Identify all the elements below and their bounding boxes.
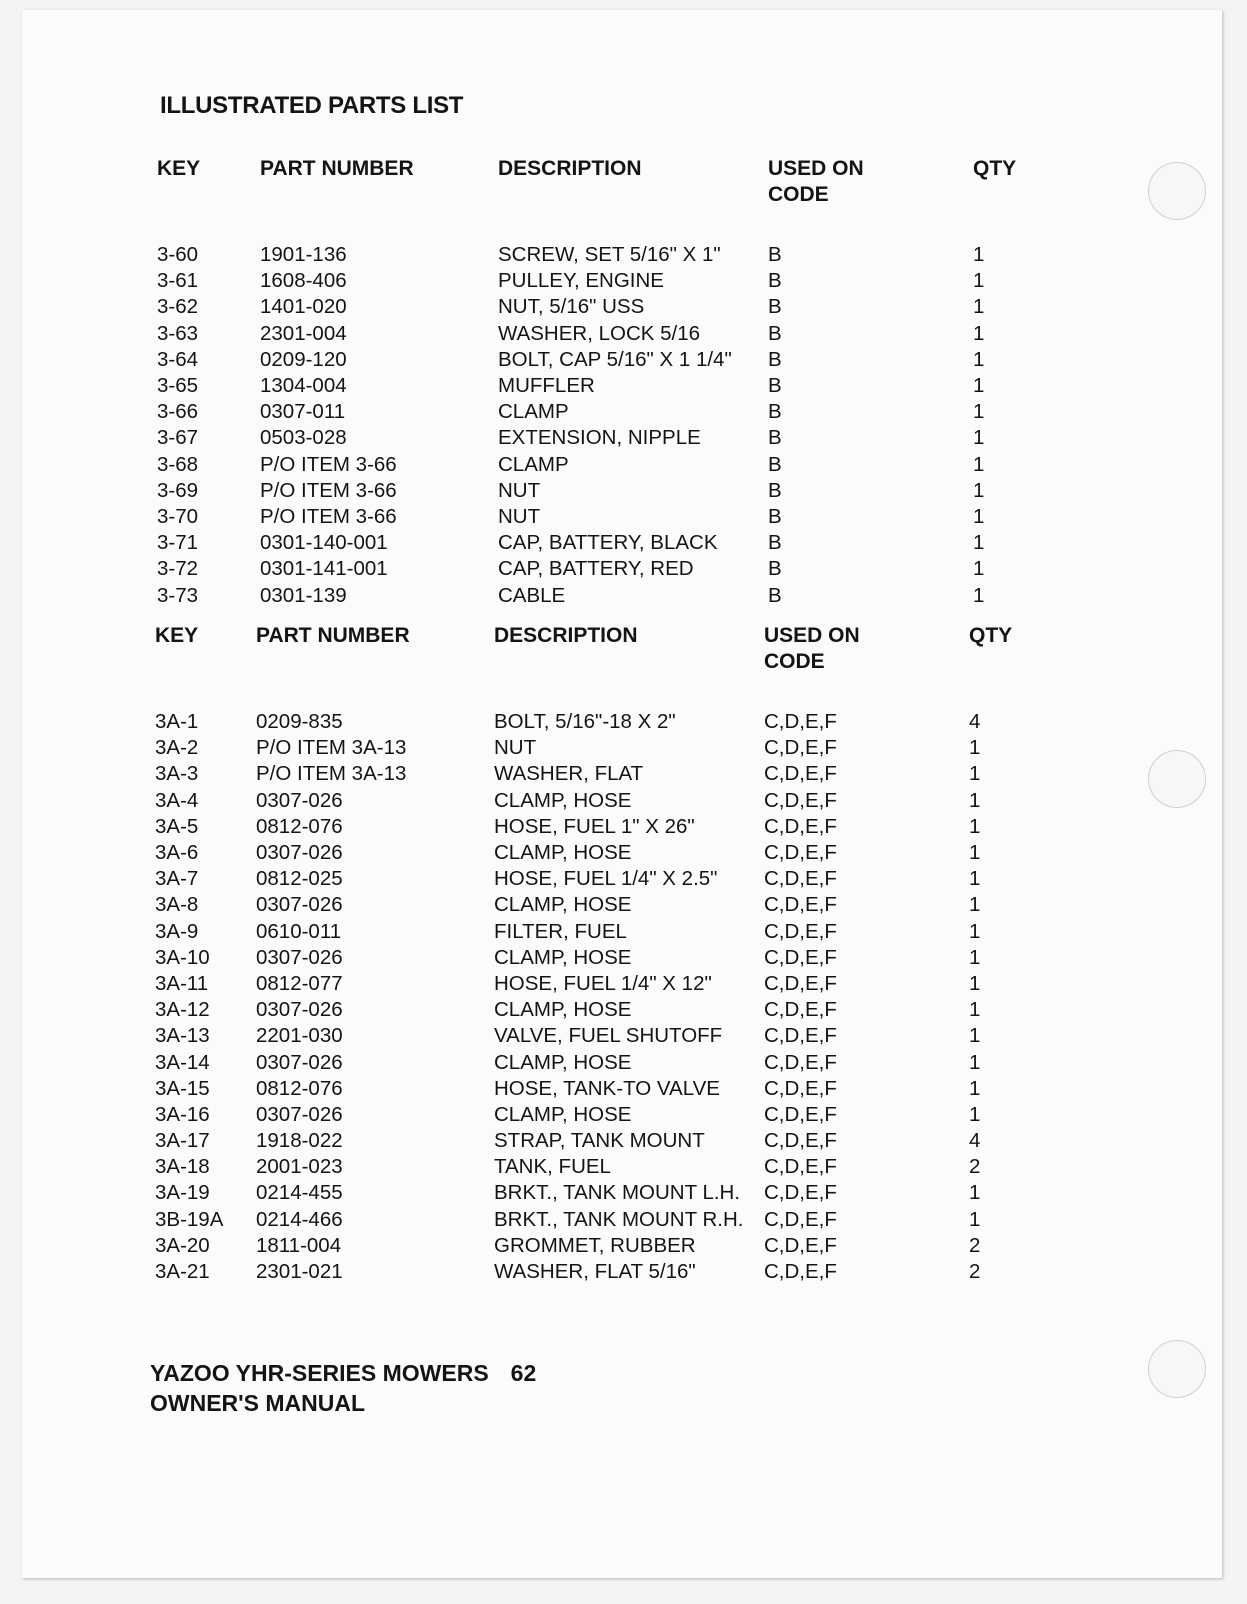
page-footer <box>150 1358 536 1418</box>
cell-qty: 1 <box>969 971 981 995</box>
cell-key: 3A-17 <box>155 1129 210 1153</box>
cell-key: 3-65 <box>157 374 199 398</box>
cell-description: CLAMP, HOSE <box>494 841 632 865</box>
table-row <box>157 294 1023 320</box>
cell-used-on-code: C,D,E,F <box>764 710 837 734</box>
cell-part-number: 0301-140-001 <box>260 531 388 555</box>
cell-key: 3B-19A <box>155 1207 224 1231</box>
cell-description: NUT <box>494 736 537 760</box>
cell-description: HOSE, FUEL 1/4" X 12" <box>494 971 712 995</box>
footer-line-2: OWNER'S MANUAL <box>150 1390 366 1416</box>
cell-description: CLAMP, HOSE <box>494 1050 632 1074</box>
cell-part-number: 1918-022 <box>256 1129 343 1153</box>
cell-part-number: 0812-025 <box>256 867 343 891</box>
cell-description: CLAMP, HOSE <box>494 788 632 812</box>
cell-part-number: P/O ITEM 3A-13 <box>256 736 407 760</box>
cell-key: 3-70 <box>157 504 199 528</box>
cell-description: CLAMP, HOSE <box>494 1102 632 1126</box>
table-row <box>155 1180 1019 1206</box>
cell-part-number: 0307-026 <box>256 893 343 917</box>
cell-description: BOLT, CAP 5/16" X 1 1/4" <box>498 347 732 371</box>
cell-key: 3A-7 <box>155 867 199 891</box>
cell-description: CAP, BATTERY, RED <box>498 557 694 581</box>
cell-part-number: P/O ITEM 3-66 <box>260 504 397 528</box>
cell-description: PULLEY, ENGINE <box>498 269 664 293</box>
cell-description: MUFFLER <box>498 374 595 398</box>
cell-qty: 1 <box>973 347 985 371</box>
cell-qty: 1 <box>973 374 985 398</box>
cell-qty: 1 <box>969 998 981 1022</box>
cell-qty: 1 <box>973 321 985 345</box>
cell-key: 3-64 <box>157 347 199 371</box>
cell-qty: 1 <box>973 557 985 581</box>
table-row <box>155 1049 1019 1075</box>
cell-part-number: 2301-021 <box>256 1260 343 1284</box>
cell-used-on-code: B <box>768 504 782 528</box>
cell-description: CLAMP, HOSE <box>494 945 632 969</box>
table-header-row <box>157 156 1023 208</box>
cell-used-on-code: C,D,E,F <box>764 841 837 865</box>
cell-description: BRKT., TANK MOUNT R.H. <box>494 1207 744 1231</box>
cell-description: HOSE, TANK-TO VALVE <box>494 1076 720 1100</box>
table-row <box>155 788 1019 814</box>
cell-key: 3-63 <box>157 321 199 345</box>
cell-key: 3A-11 <box>155 971 209 995</box>
cell-description: STRAP, TANK MOUNT <box>494 1129 705 1153</box>
cell-qty: 1 <box>969 1207 981 1231</box>
table-row <box>157 399 1023 425</box>
cell-key: 3-71 <box>157 531 199 555</box>
cell-used-on-code: B <box>768 452 782 476</box>
cell-part-number: 0209-120 <box>260 347 347 371</box>
cell-used-on-code: B <box>768 583 782 607</box>
cell-qty: 1 <box>969 788 981 812</box>
cell-used-on-code: C,D,E,F <box>764 1076 837 1100</box>
cell-description: NUT, 5/16" USS <box>498 295 645 319</box>
cell-qty: 1 <box>969 1181 981 1205</box>
cell-qty: 1 <box>969 814 981 838</box>
cell-key: 3A-6 <box>155 841 199 865</box>
cell-used-on-code: B <box>768 531 782 555</box>
cell-key: 3A-1 <box>155 710 199 734</box>
footer-manual-title: YAZOO YHR-SERIES MOWERS <box>150 1360 489 1386</box>
cell-used-on-code: C,D,E,F <box>764 893 837 917</box>
cell-part-number: P/O ITEM 3-66 <box>260 452 397 476</box>
cell-qty: 1 <box>973 478 985 502</box>
cell-key: 3A-9 <box>155 919 199 943</box>
cell-key: 3-72 <box>157 557 199 581</box>
cell-used-on-code: C,D,E,F <box>764 1155 837 1179</box>
table-row <box>155 840 1019 866</box>
table-row <box>155 997 1019 1023</box>
table-row <box>157 452 1023 478</box>
cell-used-on-code: B <box>768 321 782 345</box>
cell-part-number: 0214-466 <box>256 1207 343 1231</box>
cell-key: 3A-8 <box>155 893 199 917</box>
cell-description: CABLE <box>498 583 566 607</box>
cell-qty: 1 <box>969 919 981 943</box>
parts-table-fuel <box>155 623 1019 1285</box>
cell-used-on-code: B <box>768 269 782 293</box>
cell-qty: 1 <box>973 452 985 476</box>
cell-qty: 1 <box>969 762 981 786</box>
header-description: DESCRIPTION <box>498 157 642 180</box>
table-row <box>155 1076 1019 1102</box>
cell-part-number: 0307-026 <box>256 788 343 812</box>
header-key: KEY <box>157 157 201 180</box>
header-used-on-code <box>768 156 973 208</box>
header-part-number: PART NUMBER <box>256 624 410 647</box>
header-part-number: PART NUMBER <box>260 157 414 180</box>
page-number: 62 <box>510 1360 537 1386</box>
table-row <box>155 1233 1019 1259</box>
table-row <box>155 1128 1019 1154</box>
cell-qty: 4 <box>969 1129 981 1153</box>
cell-description: CLAMP <box>498 400 569 424</box>
cell-used-on-code: B <box>768 374 782 398</box>
header-description: DESCRIPTION <box>494 624 638 647</box>
cell-part-number: 0307-026 <box>256 945 343 969</box>
cell-qty: 1 <box>969 893 981 917</box>
cell-key: 3A-14 <box>155 1050 210 1074</box>
cell-key: 3-61 <box>157 269 199 293</box>
table-row <box>155 945 1019 971</box>
cell-used-on-code: C,D,E,F <box>764 762 837 786</box>
cell-used-on-code: B <box>768 243 782 267</box>
cell-qty: 1 <box>969 1102 981 1126</box>
cell-description: TANK, FUEL <box>494 1155 611 1179</box>
cell-part-number: 1401-020 <box>260 295 347 319</box>
cell-qty: 1 <box>973 531 985 555</box>
cell-used-on-code: C,D,E,F <box>764 736 837 760</box>
cell-part-number: 0214-455 <box>256 1181 343 1205</box>
table-row <box>157 556 1023 582</box>
cell-key: 3-62 <box>157 295 199 319</box>
cell-part-number: 0209-835 <box>256 710 343 734</box>
table-row <box>155 919 1019 945</box>
cell-description: WASHER, FLAT 5/16" <box>494 1260 696 1284</box>
cell-qty: 1 <box>973 295 985 319</box>
cell-description: CLAMP, HOSE <box>494 893 632 917</box>
cell-used-on-code: C,D,E,F <box>764 867 837 891</box>
cell-description: WASHER, FLAT <box>494 762 644 786</box>
cell-key: 3A-13 <box>155 1024 210 1048</box>
table-header-row <box>155 623 1019 675</box>
cell-qty: 2 <box>969 1260 981 1284</box>
cell-key: 3A-21 <box>155 1260 210 1284</box>
cell-part-number: 0301-139 <box>260 583 347 607</box>
table-row <box>155 814 1019 840</box>
cell-description: HOSE, FUEL 1" X 26" <box>494 814 695 838</box>
header-qty: QTY <box>969 624 1013 647</box>
cell-used-on-code: B <box>768 347 782 371</box>
cell-part-number: 0301-141-001 <box>260 557 388 581</box>
parts-table-engine <box>157 156 1023 609</box>
cell-used-on-code: B <box>768 426 782 450</box>
table-row <box>157 582 1023 608</box>
cell-part-number: 2001-023 <box>256 1155 343 1179</box>
cell-key: 3A-16 <box>155 1102 210 1126</box>
cell-description: CLAMP, HOSE <box>494 998 632 1022</box>
cell-part-number: 0307-026 <box>256 998 343 1022</box>
cell-part-number: 0503-028 <box>260 426 347 450</box>
cell-description: HOSE, FUEL 1/4" X 2.5" <box>494 867 718 891</box>
cell-key: 3A-20 <box>155 1233 210 1257</box>
cell-part-number: 2301-004 <box>260 321 347 345</box>
binder-hole-middle <box>1148 750 1206 808</box>
cell-qty: 1 <box>973 243 985 267</box>
cell-key: 3-69 <box>157 478 199 502</box>
cell-part-number: 1608-406 <box>260 269 347 293</box>
cell-description: CLAMP <box>498 452 569 476</box>
cell-used-on-code: B <box>768 400 782 424</box>
table-row <box>155 971 1019 997</box>
cell-used-on-code: C,D,E,F <box>764 971 837 995</box>
table-row <box>155 709 1019 735</box>
cell-key: 3A-12 <box>155 998 210 1022</box>
table-row <box>157 530 1023 556</box>
cell-part-number: 1901-136 <box>260 243 347 267</box>
table-row <box>155 892 1019 918</box>
cell-qty: 1 <box>969 867 981 891</box>
cell-qty: 2 <box>969 1233 981 1257</box>
cell-part-number: 1304-004 <box>260 374 347 398</box>
cell-key: 3-66 <box>157 400 199 424</box>
table-row <box>157 373 1023 399</box>
cell-part-number: 1811-004 <box>256 1233 342 1257</box>
cell-qty: 2 <box>969 1155 981 1179</box>
cell-part-number: 0307-026 <box>256 841 343 865</box>
header-qty: QTY <box>973 157 1017 180</box>
cell-part-number: 0307-026 <box>256 1050 343 1074</box>
cell-key: 3A-2 <box>155 736 199 760</box>
cell-key: 3A-10 <box>155 945 210 969</box>
cell-key: 3-73 <box>157 583 199 607</box>
table-row <box>155 1154 1019 1180</box>
cell-key: 3A-15 <box>155 1076 210 1100</box>
table-row <box>157 478 1023 504</box>
table-row <box>155 1102 1019 1128</box>
cell-part-number: 0812-076 <box>256 1076 343 1100</box>
cell-qty: 1 <box>969 841 981 865</box>
cell-description: EXTENSION, NIPPLE <box>498 426 701 450</box>
cell-qty: 1 <box>973 583 985 607</box>
cell-description: BOLT, 5/16"-18 X 2" <box>494 710 676 734</box>
cell-qty: 4 <box>969 710 981 734</box>
binder-hole-bottom <box>1148 1340 1206 1398</box>
cell-qty: 1 <box>969 1024 981 1048</box>
cell-description: VALVE, FUEL SHUTOFF <box>494 1024 723 1048</box>
cell-used-on-code: B <box>768 295 782 319</box>
header-used-on-code-text: USED ON CODE <box>768 157 864 206</box>
cell-description: BRKT., TANK MOUNT L.H. <box>494 1181 741 1205</box>
cell-description: CAP, BATTERY, BLACK <box>498 531 718 555</box>
cell-qty: 1 <box>969 1050 981 1074</box>
footer-line-1 <box>150 1358 536 1388</box>
cell-part-number: P/O ITEM 3A-13 <box>256 762 407 786</box>
cell-used-on-code: C,D,E,F <box>764 1233 837 1257</box>
cell-qty: 1 <box>969 945 981 969</box>
cell-part-number: P/O ITEM 3-66 <box>260 478 397 502</box>
table-row <box>155 1259 1019 1285</box>
header-used-on-code <box>764 623 969 675</box>
table-row <box>157 242 1023 268</box>
cell-part-number: 0610-011 <box>256 919 342 943</box>
cell-key: 3A-3 <box>155 762 199 786</box>
cell-part-number: 0307-026 <box>256 1102 343 1126</box>
cell-used-on-code: B <box>768 557 782 581</box>
table-row <box>155 761 1019 787</box>
cell-key: 3A-18 <box>155 1155 210 1179</box>
cell-description: NUT <box>498 504 541 528</box>
cell-used-on-code: C,D,E,F <box>764 1024 837 1048</box>
cell-key: 3-68 <box>157 452 199 476</box>
cell-used-on-code: B <box>768 478 782 502</box>
table-row <box>155 735 1019 761</box>
cell-used-on-code: C,D,E,F <box>764 1050 837 1074</box>
cell-used-on-code: C,D,E,F <box>764 788 837 812</box>
cell-used-on-code: C,D,E,F <box>764 814 837 838</box>
cell-used-on-code: C,D,E,F <box>764 1260 837 1284</box>
cell-used-on-code: C,D,E,F <box>764 1129 837 1153</box>
cell-used-on-code: C,D,E,F <box>764 1181 837 1205</box>
cell-key: 3A-4 <box>155 788 199 812</box>
cell-used-on-code: C,D,E,F <box>764 919 837 943</box>
cell-used-on-code: C,D,E,F <box>764 945 837 969</box>
cell-used-on-code: C,D,E,F <box>764 1102 837 1126</box>
cell-qty: 1 <box>973 400 985 424</box>
cell-description: NUT <box>498 478 541 502</box>
cell-key: 3-67 <box>157 426 199 450</box>
cell-part-number: 2201-030 <box>256 1024 343 1048</box>
table-row <box>157 321 1023 347</box>
header-key: KEY <box>155 624 199 647</box>
cell-qty: 1 <box>969 736 981 760</box>
cell-part-number: 0812-076 <box>256 814 343 838</box>
cell-qty: 1 <box>973 504 985 528</box>
table-row <box>155 866 1019 892</box>
header-used-on-code-text: USED ON CODE <box>764 624 860 673</box>
cell-key: 3A-19 <box>155 1181 210 1205</box>
cell-description: WASHER, LOCK 5/16 <box>498 321 701 345</box>
table-row <box>157 268 1023 294</box>
cell-part-number: 0307-011 <box>260 400 346 424</box>
table-row <box>155 1207 1019 1233</box>
cell-qty: 1 <box>973 269 985 293</box>
table-row <box>157 425 1023 451</box>
cell-used-on-code: C,D,E,F <box>764 1207 837 1231</box>
table-row <box>155 1023 1019 1049</box>
cell-description: SCREW, SET 5/16" X 1" <box>498 243 721 267</box>
cell-qty: 1 <box>969 1076 981 1100</box>
cell-description: GROMMET, RUBBER <box>494 1233 696 1257</box>
cell-description: FILTER, FUEL <box>494 919 627 943</box>
cell-part-number: 0812-077 <box>256 971 343 995</box>
cell-qty: 1 <box>973 426 985 450</box>
table-row <box>157 347 1023 373</box>
page-title: ILLUSTRATED PARTS LIST <box>160 92 464 119</box>
cell-key: 3-60 <box>157 243 199 267</box>
cell-used-on-code: C,D,E,F <box>764 998 837 1022</box>
table-row <box>157 504 1023 530</box>
binder-hole-top <box>1148 162 1206 220</box>
cell-key: 3A-5 <box>155 814 199 838</box>
